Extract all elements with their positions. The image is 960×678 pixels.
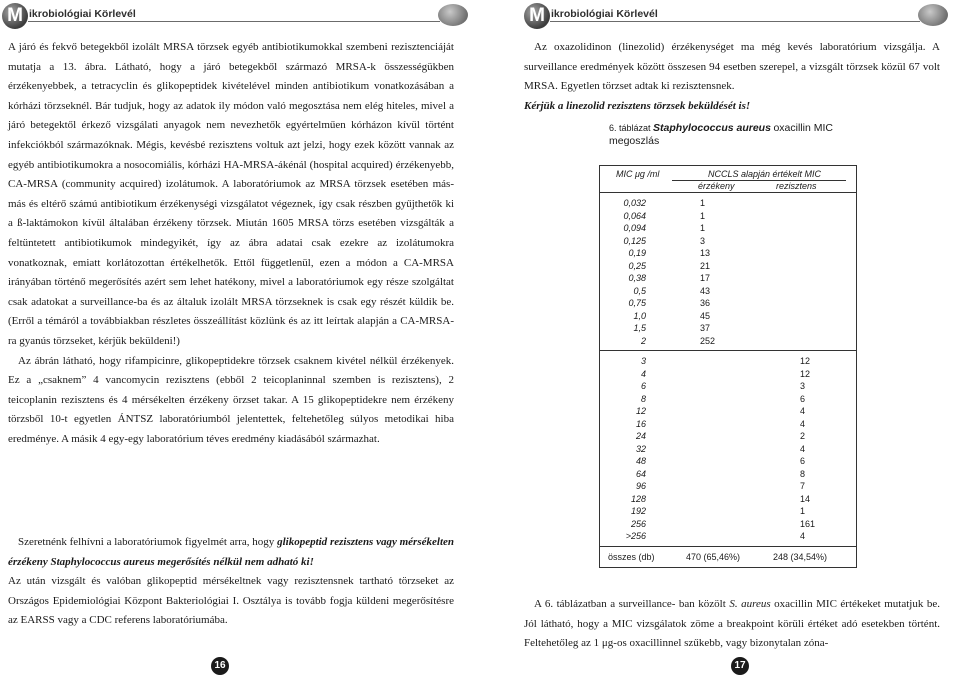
caption-line2: megoszlás	[609, 135, 660, 147]
table-row	[600, 197, 856, 210]
emblem-icon	[438, 4, 468, 26]
resistant-count: 7	[800, 481, 806, 491]
bottom-rest: oxacillin MIC értékeket mutatjuk be. Jól látható, hogy a MIC vizsgálatok zöme a breakpoint körüli értéket adó esetekben történt. Feltehetőleg az 1 μg-os oxacillinnel szűkebb, vagy bizonytalan zóna-	[524, 598, 940, 650]
caption-prefix: 6. táblázat	[609, 123, 651, 133]
right-page	[480, 0, 960, 678]
table-row	[600, 247, 856, 260]
table-header	[600, 166, 856, 193]
mic-value: 1,0	[633, 310, 646, 321]
table-row	[600, 322, 856, 335]
journal-title: ikrobiológiai Körlevél	[551, 8, 661, 20]
right-body-text	[524, 38, 940, 116]
sensitive-count: 13	[700, 248, 711, 258]
body-paragraph: A járó és fekvő betegekből izolált MRSA törzsek egyéb antibiotikumokkal szembeni rezisztenciáját mutatja a 13. ábra. Látható, hogy a járó betegekből származó MRSA-k összességükben érzékenyebbek, a tetracyclin és glikopeptidek kivételével minden antibiotikum vonatkozásában a kórházi törzseknél. Bár tudjuk, hogy az adatok ily módon való megosztása nem elég hiteles, mivel a járó betegektől érkező vizsgálati anyagok nem nevezhetők egyértelműen kórházon kívül történt infekciókból származóknak. Mégis, kevésbé rezisztens voltuk azt jelzi, hogy ezek között vannak az egyéb antibiotikumokra a nosocomiális, kórházi HA-MRSA-ákénál (hospital acquired) érzékenyebb, CA-MRSA (community acquired) izolátumok. A laboratóriumok az MRSA törzsek esetében más-más és eltérő számú antibiotikum érzékenységi vizsgálatot végeznek, így csak részben gyűjthetők ki a ß-laktámokon kívül általában érzékeny törzsek. Miután 1605 MRSA törzs esetében vizsgálták a feltüntetett antibiotikumok mindegyikét, így az ábra adatai csak ezekre az izolátumokra vonatkoznak, emiatt korlátozottan értékelhetők. Ettől függetlenül, ezen a módon a CA-MRSA irányában történő megerősítés azért sem lehet hatékony, mivel a laboratóriumok egy része szolgáltat csak adatokat a surveillance-ba és az általuk izolált MRSA törzseknek is csak egy részét küldik be. (Erről a témáról a továbbiakban részletes összeállítást közlünk és az itt leírtak alapján a CA-MRSA- ra gyanús törzseket, kérjük beküldeni!)	[8, 41, 454, 347]
journal-logo	[2, 2, 139, 30]
table-row	[600, 530, 856, 543]
bottom-prefix: A 6. táblázatban a surveillance- ban közölt	[534, 598, 730, 610]
page-header	[0, 0, 480, 30]
table-row	[600, 235, 856, 248]
resistant-count: 12	[800, 368, 811, 379]
sensitive-count: 1	[700, 198, 706, 208]
table-row	[600, 418, 856, 431]
table-row	[600, 380, 856, 393]
table-caption	[609, 122, 859, 148]
mic-value: 256	[630, 518, 646, 529]
col-mic: MIC μg /ml	[616, 169, 660, 179]
mic-value: 8	[640, 393, 646, 404]
resistant-count: 4	[800, 406, 806, 416]
resistant-count: 4	[800, 418, 806, 429]
notice-emphasis: glikopeptid rezisztens vagy mérsékelten érzékeny Staphylococcus aureus megerősítés nélkül nem adható ki!	[8, 536, 454, 568]
sensitive-count: 45	[700, 310, 711, 321]
mic-value: 6	[640, 381, 646, 391]
mic-value: 0,19	[628, 248, 646, 258]
sensitive-count: 252	[700, 335, 716, 346]
table-row	[600, 335, 856, 348]
table-row	[600, 260, 856, 273]
mic-value: 0,032	[623, 198, 646, 208]
caption-species: Staphylococcus aureus	[653, 122, 771, 134]
total-resistant: 248 (34,54%)	[773, 551, 828, 562]
mic-value: 3	[640, 356, 646, 366]
table-row	[600, 493, 856, 506]
body-paragraph: Az ábrán látható, hogy rifampicinre, glikopeptidekre törzsek csaknem kivétel nélkül érzékenyek. Ez a „csaknem” 4 vancomycin rezisztens (ebből 2 teicoplaninnal szemben is rezisztens), 2 teicoplanin rezisztens és 4 mérsékelten érzékeny örzset takar. A 15 glikopeptidekre nem érzékeny törzsből 10-t egyetlen ÁNTSZ laboratóriumból jelentettek, feltehetőleg súlyos metodikai hiba eredménye. A másik 4 egy-egy laboratórium téves eredmény kiadásából származhat.	[8, 354, 454, 445]
col-group: NCCLS alapján értékelt MIC	[708, 169, 822, 179]
notice-intro: Szeretnénk felhívni a laboratóriumok figyelmét arra, hogy	[18, 536, 278, 548]
sensitive-count: 43	[700, 285, 711, 296]
left-body-text	[8, 38, 454, 449]
table-row	[600, 285, 856, 298]
mic-table	[599, 165, 857, 568]
resistant-count: 161	[800, 518, 816, 529]
notice-followup: Az után vizsgált és valóban glikopeptid mérsékeltnek vagy rezisztensnek tartható törzseket az Országos Epidemiológiai Központ Bakteriológiai I. Osztálya is tovább fogja küldeni megerősítésre az EARSS vagy a CDC referens laboratóriumába.	[8, 575, 454, 627]
resistant-count: 4	[800, 443, 806, 454]
mic-value: 0,38	[628, 273, 646, 283]
table-row	[600, 222, 856, 235]
sensitive-count: 17	[700, 273, 711, 283]
mic-value: 24	[635, 431, 646, 441]
mic-value: 1,5	[633, 323, 646, 333]
mic-value: 12	[635, 406, 646, 416]
table-row	[600, 310, 856, 323]
sensitive-count: 21	[700, 260, 711, 271]
mic-value: 96	[635, 481, 646, 491]
resistant-count: 2	[800, 431, 806, 441]
total-sensitive: 470 (65,46%)	[686, 551, 741, 562]
mic-value: 32	[635, 443, 646, 454]
table-row	[600, 393, 856, 406]
resistant-count: 6	[800, 456, 806, 466]
mic-value: 48	[635, 456, 646, 466]
caption-rest: oxacillin MIC	[773, 122, 833, 134]
mic-value: >256	[625, 531, 646, 541]
mic-value: 192	[630, 506, 646, 516]
table-row	[600, 368, 856, 381]
mic-value: 2	[640, 335, 646, 346]
table-row	[600, 455, 856, 468]
mic-value: 0,125	[623, 235, 646, 246]
table-row	[600, 468, 856, 481]
mic-value: 0,75	[628, 298, 646, 308]
table-row	[600, 480, 856, 493]
resistant-count: 8	[800, 468, 806, 479]
resistant-count: 6	[800, 393, 806, 404]
col-resistant: rezisztens	[776, 181, 817, 191]
resistant-count: 3	[800, 381, 806, 391]
page-header	[480, 0, 960, 30]
notice-paragraph	[8, 533, 454, 572]
mic-value: 0,094	[623, 223, 646, 233]
bottom-species: S. aureus	[729, 598, 771, 610]
resistant-count: 1	[800, 506, 806, 516]
body-paragraph: Az oxazolidinon (linezolid) érzékenységet ma még kevés laboratórium vizsgálja. A surveillance eredmények között összesen 94 esetben szerepel, a vizsgált törzsek közül 67 volt MRSA. Egyetlen törzset adtak ki rezisztensnek.	[524, 41, 940, 93]
body-paragraph	[524, 595, 940, 654]
sensitive-count: 36	[700, 298, 711, 308]
table-row	[600, 443, 856, 456]
mic-value: 0,25	[628, 260, 646, 271]
sensitive-block	[600, 193, 856, 350]
table-row	[600, 405, 856, 418]
table-row	[600, 518, 856, 531]
table-row	[600, 272, 856, 285]
mic-value: 128	[630, 493, 646, 504]
mic-value: 0,064	[623, 210, 646, 221]
logo-m-icon: M	[524, 3, 550, 29]
resistant-count: 4	[800, 531, 806, 541]
resistant-block	[600, 350, 856, 546]
mic-value: 64	[635, 468, 646, 479]
mic-value: 16	[635, 418, 646, 429]
table-row	[600, 297, 856, 310]
table-row	[600, 505, 856, 518]
sensitive-count: 1	[700, 223, 706, 233]
table-row	[600, 430, 856, 443]
sensitive-count: 1	[700, 210, 706, 221]
page-number: 16	[211, 657, 229, 675]
logo-m-icon: M	[2, 3, 28, 29]
table-row	[600, 210, 856, 223]
sensitive-count: 3	[700, 235, 706, 246]
resistant-count: 14	[800, 493, 811, 504]
mic-value: 0,5	[633, 285, 646, 296]
table-total-row	[600, 546, 856, 567]
mic-value: 4	[640, 368, 646, 379]
resistant-count: 12	[800, 356, 811, 366]
page-number: 17	[731, 657, 749, 675]
request-line: Kérjük a linezolid rezisztens törzsek beküldését is!	[524, 99, 751, 112]
notice-block	[8, 533, 454, 631]
col-sensitive: érzékeny	[698, 181, 735, 191]
total-label: összes (db)	[608, 551, 655, 562]
sensitive-count: 37	[700, 323, 711, 333]
journal-logo	[524, 2, 661, 30]
journal-title: ikrobiológiai Körlevél	[29, 8, 139, 20]
emblem-icon	[918, 4, 948, 26]
table-row	[600, 355, 856, 368]
right-bottom-text	[524, 595, 940, 654]
